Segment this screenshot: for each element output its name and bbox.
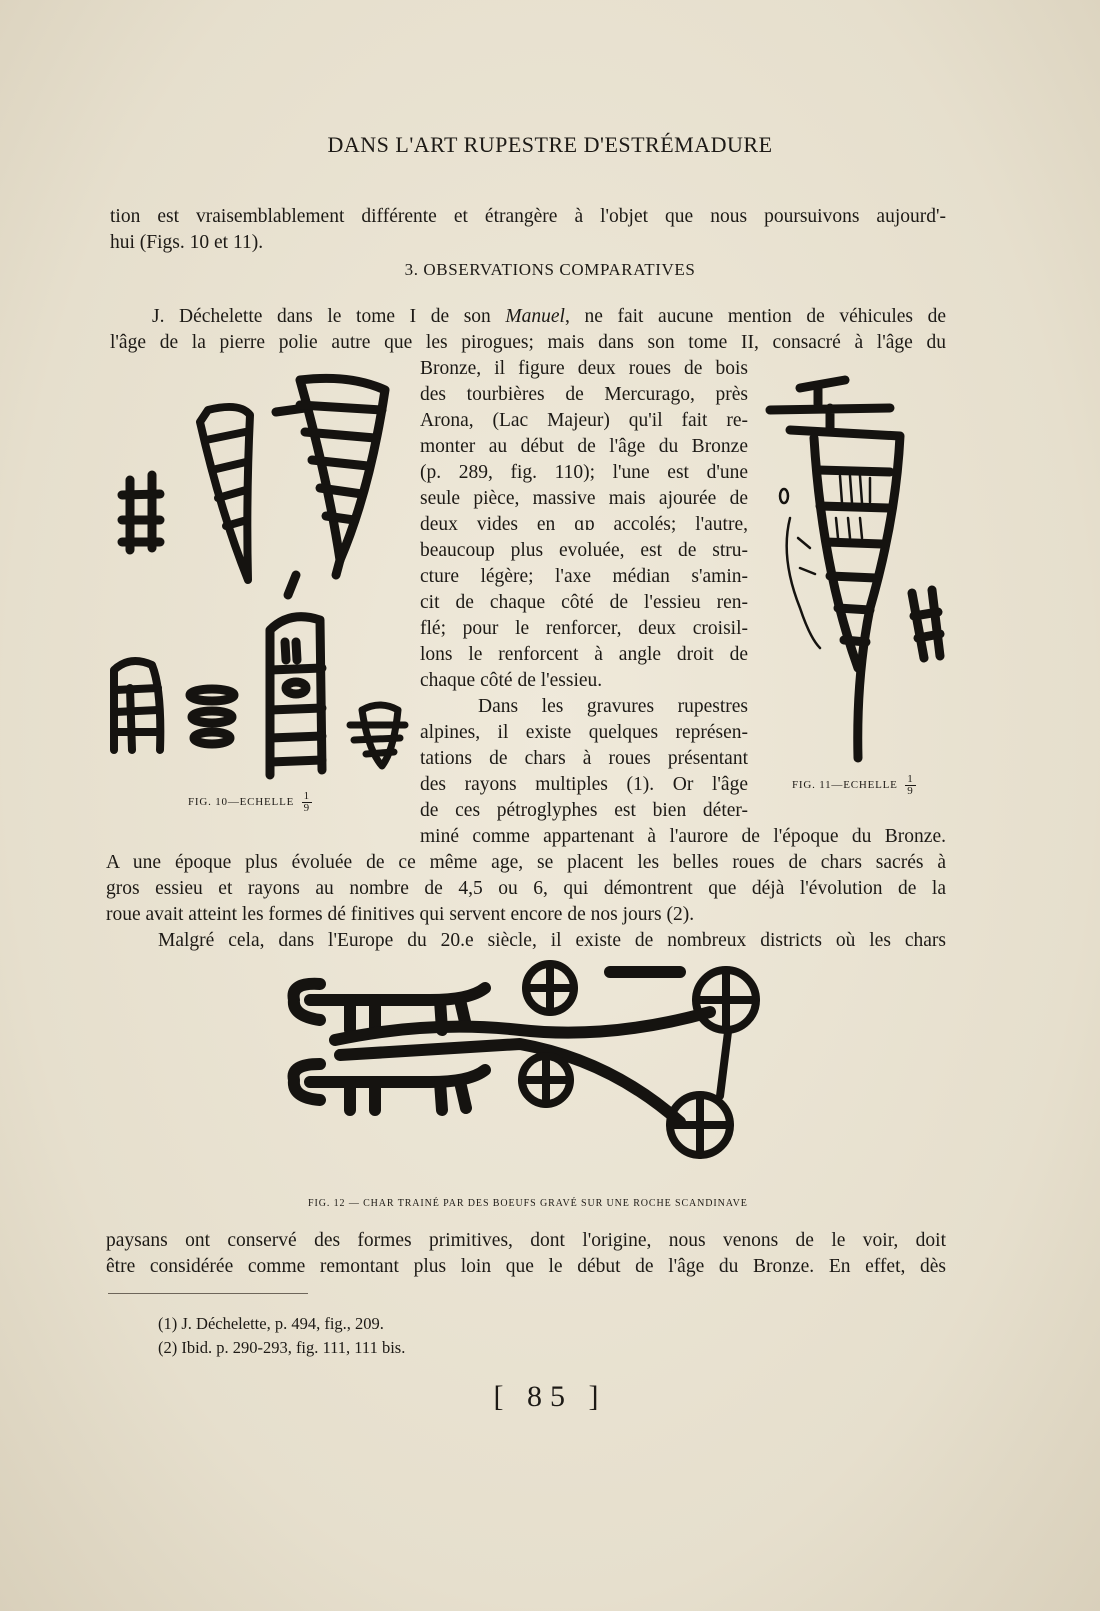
fig10-glyph-chariot: [270, 575, 322, 775]
fig11-caption: FIG. 11—ECHELLE $\frac{1}{9}$: [792, 773, 914, 797]
column-line: deux vides en ɑɒ accolés; l'autre,: [420, 514, 748, 535]
fig10-caption: FIG. 10—ECHELLE $\frac{1}{9}$: [188, 790, 310, 814]
paragraph2-full-line: A une époque plus évoluée de ce même age, se placent les belles roues de chars sacrés à: [106, 852, 946, 873]
running-title: DANS L'ART RUPESTRE D'ESTRÉMADURE: [327, 132, 773, 157]
fig11-petroglyph: [770, 368, 960, 768]
intro-line-2: hui (Figs. 10 et 11).: [110, 232, 264, 253]
column-line: de ces pétroglyphes est bien déter-: [420, 800, 748, 821]
fig10-petroglyphs: [100, 370, 420, 800]
column-line: des tourbières de Mercurago, près: [420, 384, 748, 405]
paragraph3-line-2: paysans ont conservé des formes primitives, dont l'origine, nous venons de le voir, doit: [106, 1230, 946, 1251]
paragraph1-line-1: J. Déchelette dans le tome I de son Manuel, ne fait aucune mention de véhicules de: [152, 306, 946, 327]
page-number: [ 85 ]: [493, 1380, 607, 1413]
column-line: beaucoup plus evoluée, est de stru-: [420, 540, 748, 561]
fig12-petroglyph: [280, 960, 780, 1190]
fig10-glyph-cone-small: [200, 407, 250, 580]
column-line: (p. 289, fig. 110); l'une est d'une: [420, 462, 748, 483]
column-line: Arona, (Lac Majeur) qu'il fait re-: [420, 410, 748, 431]
column-line: Bronze, il figure deux roues de bois: [420, 358, 748, 379]
column-line: tations de chars à roues présentant: [420, 748, 748, 769]
manuel-italic: Manuel: [505, 306, 565, 327]
column-line: alpines, il existe quelques représen-: [420, 722, 748, 743]
fig10-glyph-dome: [114, 661, 160, 750]
intro-line-1: tion est vraisemblablement différente et étrangère à l'objet que nous poursuivons aujourd'-: [110, 206, 946, 227]
fig10-glyph-cone-large: [276, 378, 385, 575]
column-line: cit de chaque côté de l'essieu ren-: [420, 592, 748, 613]
footnote-2: (2) Ibid. p. 290-293, fig. 111, 111 bis.: [158, 1338, 406, 1357]
fig10-glyph-stack: [190, 689, 234, 744]
paragraph3-line-1: Malgré cela, dans l'Europe du 20.e siècle, il existe de nombreux districts où les chars: [158, 930, 946, 951]
footnote-1: (1) J. Déchelette, p. 494, fig., 209.: [158, 1314, 384, 1333]
column-line: monter au début de l'âge du Bronze: [420, 436, 748, 457]
column-line: lons le renforcent à angle droit de: [420, 644, 748, 665]
column-line: cture légère; l'axe médian s'amin-: [420, 566, 748, 587]
paragraph1-line-2: l'âge de la pierre polie autre que les pirogues; mais dans son tome II, consacré à l'âge du: [110, 332, 946, 353]
column-line: chaque côté de l'essieu.: [420, 670, 603, 691]
fig12-wheels: [522, 964, 756, 1155]
fig10-glyph-small-cone: [350, 705, 405, 766]
paragraph2-full-line: gros essieu et rayons au nombre de 4,5 ou 6, qui démontrent que déjà l'évolution de la: [106, 878, 946, 899]
section-title: 3. OBSERVATIONS COMPARATIVES: [404, 260, 696, 279]
fig10-glyph-ladder: [122, 475, 160, 550]
paragraph2-full-line: roue avait atteint les formes dé finitives qui servent encore de nos jours (2).: [106, 904, 695, 925]
paragraph3-line-3: être considérée comme remontant plus loin que le début de l'âge du Bronze. En effet, dès: [106, 1256, 946, 1277]
column-line: seule pièce, massive mais ajourée de: [420, 488, 748, 509]
footnote-divider: [108, 1293, 308, 1294]
fig11-scale-fraction: $\frac{1}{9}$: [907, 773, 914, 797]
column-line: flé; pour le renforcer, deux croisil-: [420, 618, 748, 639]
column-line: des rayons multiples (1). Or l'âge: [420, 774, 748, 795]
fig12-caption: FIG. 12 — CHAR TRAINÉ PAR DES BOEUFS GRAVÉ SUR UNE ROCHE SCANDINAVE: [308, 1198, 748, 1209]
column-line: Dans les gravures rupestres: [478, 696, 748, 717]
fig10-scale-fraction: $\frac{1}{9}$: [303, 790, 310, 814]
column-line: miné comme appartenant à l'aurore de l'époque du Bronze.: [420, 826, 946, 847]
